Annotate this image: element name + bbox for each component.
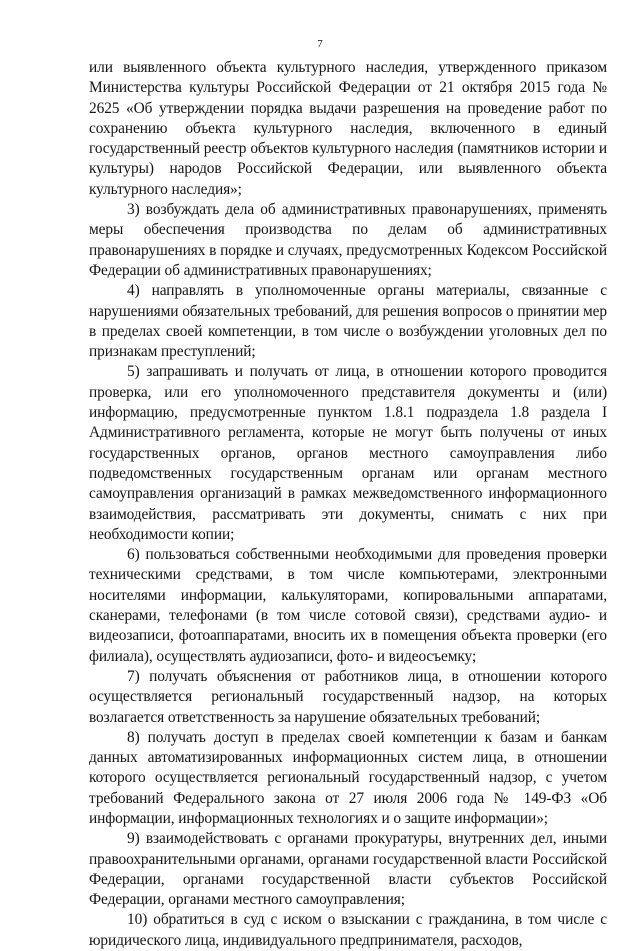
document-body — [89, 58, 607, 951]
paragraph-item-5: 5) запрашивать и получать от лица, в отношении которого проводится проверка, или его уполномоченного представителя документы и (или) информацию, предусмотренные пунктом 1.8.1 подраздела 1.8 раздела I Административного регламента, которые не могут быть получены от иных государственных органов, органов местного самоуправления либо подведомственных государственным органам или органам местного самоуправления организаций в рамках межведомственного информационного взаимодействия, рассматривать эти документы, снимать с них при необходимости копии; — [89, 363, 607, 543]
paragraph-item-3: 3) возбуждать дела об административных правонарушениях, применять меры обеспечения производства по делам об административных правонарушениях в порядке и случаях, предусмотренных Кодексом Российской Федерации об административных правонарушениях; — [89, 201, 607, 279]
paragraph-item-9: 9) взаимодействовать с органами прокуратуры, внутренних дел, иными правоохранительными органами, органами государственной власти Российской Федерации, органами государственной власти субъектов Российской Федерации, органами местного самоуправления; — [89, 830, 607, 909]
paragraph-continued: или выявленного объекта культурного наследия, утвержденного приказом Министерства культуры Российской Федерации от 21 октября 2015 года № 2625 «Об утверждении порядка выдачи разрешения на проведение работ по сохранению объекта культурного наследия, включенного в единый государственный реестр объектов культурного наследия (памятников истории и культуры) народов Российской Федерации, или выявленного объекта культурного наследия»; — [89, 59, 607, 198]
paragraph-item-6: 6) пользоваться собственными необходимыми для проведения проверки техническими средствами, в том числе компьютерами, электронными носителями информации, калькуляторами, копировальными аппаратами, сканерами, телефонами (в том числе сотовой связи), средствами аудио- и видеозаписи, фотоаппаратами, вносить их в помещения объекта проверки (его филиала), осуществлять аудиозаписи, фото- и видеосъемку; — [89, 546, 607, 665]
paragraph-item-10: 10) обратиться в суд с иском о взыскании с гражданина, в том числе с юридического лица, индивидуального предпринимателя, расходов, — [89, 911, 607, 949]
paragraph-item-8: 8) получать доступ в пределах своей компетенции к базам и банкам данных автоматизированных информационных систем лица, в отношении которого осуществляется региональный государственный надзор, с учетом требований Федерального закона от 27 июля 2006 года № 149-ФЗ «Об информации, информационных технологиях и о защите информации»; — [89, 728, 607, 827]
paragraph-item-7: 7) получать объяснения от работников лица, в отношении которого осуществляется региональный государственный надзор, на которых возлагается ответственность за нарушение обязательных требований; — [89, 667, 607, 726]
page-number: 7 — [317, 38, 323, 50]
paragraph-item-4: 4) направлять в уполномоченные органы материалы, связанные с нарушениями обязательных требований, для решения вопросов о принятии мер в пределах своей компетенции, в том числе о возбуждении уголовных дел по признакам преступлений; — [89, 282, 607, 361]
